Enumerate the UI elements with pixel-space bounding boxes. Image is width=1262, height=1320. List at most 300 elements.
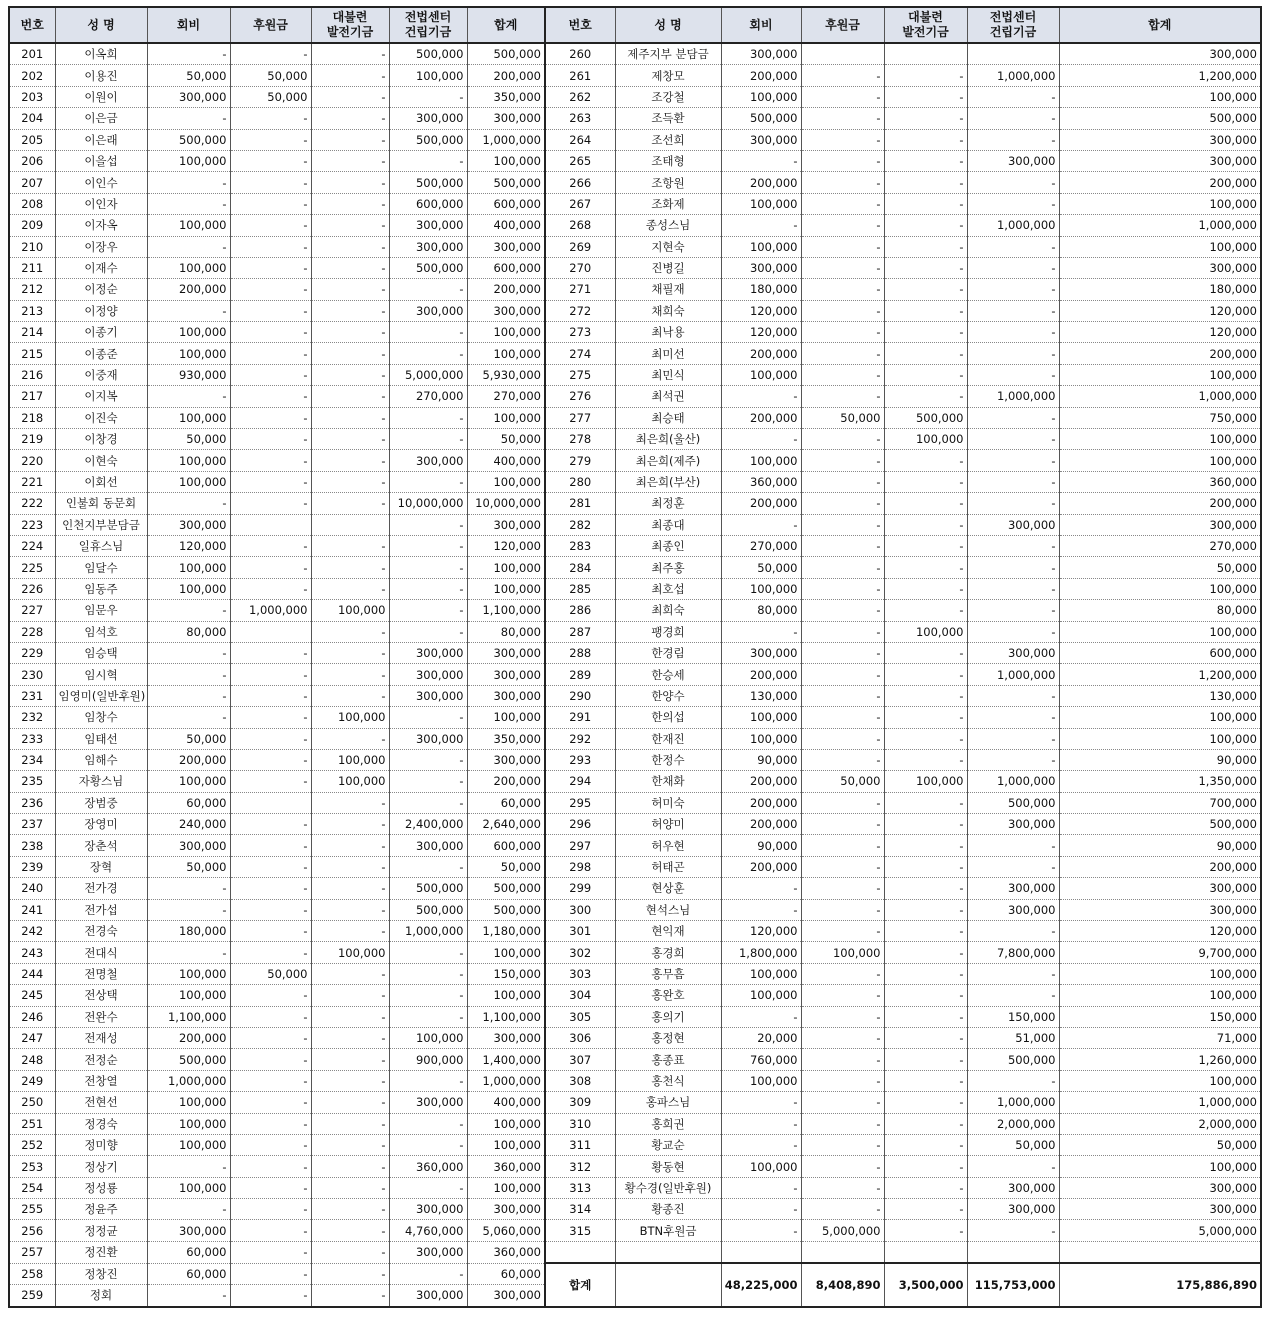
right-row-donation-cell: - <box>801 856 884 877</box>
left-row-total-cell: 2,640,000 <box>467 814 545 835</box>
right-row-fund2-cell: 300,000 <box>967 1199 1059 1220</box>
right-row-no-cell: 306 <box>545 1027 615 1048</box>
right-row-no-cell: 300 <box>545 899 615 920</box>
left-row-no-cell: 205 <box>9 129 55 150</box>
right-row-no-cell: 271 <box>545 279 615 300</box>
left-row-donation-cell: - <box>230 1092 311 1113</box>
left-row-no-cell: 252 <box>9 1134 55 1155</box>
blank-cell <box>801 1241 884 1263</box>
left-row-fee-cell: - <box>147 108 230 129</box>
right-row-fund1-cell: - <box>884 1134 967 1155</box>
right-row-fund2-cell: - <box>967 257 1059 278</box>
right-row-no-cell: 260 <box>545 43 615 65</box>
left-row-no-cell: 258 <box>9 1263 55 1284</box>
left-row-fund2-cell: - <box>389 557 467 578</box>
left-row-total-cell: 100,000 <box>467 578 545 599</box>
left-row-fee-cell: 100,000 <box>147 343 230 364</box>
left-row-total-cell: 300,000 <box>467 1199 545 1220</box>
right-row-total-cell: 300,000 <box>1059 878 1261 899</box>
right-row-no-cell: 312 <box>545 1156 615 1177</box>
left-row-donation-cell: - <box>230 985 311 1006</box>
right-row-fee-cell: - <box>721 1006 801 1027</box>
left-row-donation-cell: - <box>230 343 311 364</box>
left-row-fund1-cell: - <box>311 150 389 171</box>
right-row-fund1-cell: - <box>884 835 967 856</box>
left-row-total-cell: 400,000 <box>467 450 545 471</box>
right-row-fee-cell: 50,000 <box>721 557 801 578</box>
right-row-fund2-cell: 2,000,000 <box>967 1113 1059 1134</box>
right-row-no-cell: 291 <box>545 707 615 728</box>
left-row-no-cell: 219 <box>9 429 55 450</box>
right-row-total-cell: 100,000 <box>1059 963 1261 984</box>
left-row-fund1-cell: - <box>311 1177 389 1198</box>
right-row-total-cell: 120,000 <box>1059 322 1261 343</box>
right-row-fee-cell: 300,000 <box>721 257 801 278</box>
right-row-fund1-cell: - <box>884 921 967 942</box>
right-row-fund1-cell: - <box>884 150 967 171</box>
right-row-name-cell: 한양수 <box>615 685 721 706</box>
left-row-fund2-cell: 900,000 <box>389 1049 467 1070</box>
right-row-no-cell: 290 <box>545 685 615 706</box>
header-total-left: 합계 <box>467 7 545 43</box>
right-row-no-cell: 288 <box>545 642 615 663</box>
left-row-no-cell: 238 <box>9 835 55 856</box>
right-row-donation-cell: - <box>801 1070 884 1091</box>
right-row-donation-cell: - <box>801 108 884 129</box>
right-row-name-cell: 허양미 <box>615 814 721 835</box>
left-row-name-cell: 정상기 <box>55 1156 147 1177</box>
left-row-fund1-cell: - <box>311 129 389 150</box>
left-row-no-cell: 234 <box>9 749 55 770</box>
left-row-donation-cell: - <box>230 642 311 663</box>
left-row-name-cell: 정경숙 <box>55 1113 147 1134</box>
right-row-donation-cell: - <box>801 642 884 663</box>
right-row-fund2-cell: - <box>967 835 1059 856</box>
right-row-donation-cell: - <box>801 535 884 556</box>
right-row-fee-cell: 300,000 <box>721 43 801 65</box>
right-row-total-cell: 300,000 <box>1059 1199 1261 1220</box>
left-row-fund1-cell: - <box>311 65 389 86</box>
right-row-no-cell: 264 <box>545 129 615 150</box>
left-row-donation-cell: - <box>230 685 311 706</box>
right-row-fund2-cell: - <box>967 685 1059 706</box>
left-row-fund2-cell: - <box>389 86 467 107</box>
left-row-no-cell: 222 <box>9 493 55 514</box>
right-row-name-cell: 홍경희 <box>615 942 721 963</box>
left-row-fund2-cell: 100,000 <box>389 1027 467 1048</box>
right-row-fund1-cell: - <box>884 514 967 535</box>
right-row-fund2-cell: - <box>967 707 1059 728</box>
left-row-no-cell: 207 <box>9 172 55 193</box>
left-row-fund2-cell: - <box>389 322 467 343</box>
right-row-no-cell: 279 <box>545 450 615 471</box>
left-row-name-cell: 임영미(일반후원) <box>55 685 147 706</box>
right-row-fee-cell: 90,000 <box>721 749 801 770</box>
right-row-fund2-cell: - <box>967 471 1059 492</box>
table-row <box>9 129 1261 150</box>
left-row-donation-cell: - <box>230 814 311 835</box>
left-row-fund1-cell: - <box>311 1220 389 1241</box>
right-row-fund2-cell: - <box>967 172 1059 193</box>
left-row-fund1-cell: - <box>311 471 389 492</box>
left-row-total-cell: 300,000 <box>467 1027 545 1048</box>
right-row-name-cell: 현석스님 <box>615 899 721 920</box>
right-row-fee-cell: 100,000 <box>721 963 801 984</box>
left-row-donation-cell: - <box>230 1113 311 1134</box>
left-row-fund1-cell: - <box>311 921 389 942</box>
right-row-fee-cell: - <box>721 1113 801 1134</box>
right-row-fee-cell: 300,000 <box>721 642 801 663</box>
header-fund1-left <box>311 7 389 43</box>
right-row-fee-cell: 180,000 <box>721 279 801 300</box>
right-row-fee-cell: - <box>721 1199 801 1220</box>
right-row-fund2-cell: - <box>967 621 1059 642</box>
left-row-fund1-cell: - <box>311 1263 389 1284</box>
right-row-fee-cell: - <box>721 899 801 920</box>
right-row-fee-cell: 130,000 <box>721 685 801 706</box>
right-row-fund1-cell: - <box>884 664 967 685</box>
left-row-no-cell: 247 <box>9 1027 55 1048</box>
right-row-total-cell: 200,000 <box>1059 493 1261 514</box>
left-row-donation-cell: - <box>230 1263 311 1284</box>
left-row-donation-cell: - <box>230 1241 311 1263</box>
left-row-no-cell: 253 <box>9 1156 55 1177</box>
right-row-fee-cell: 100,000 <box>721 707 801 728</box>
left-row-donation-cell: - <box>230 450 311 471</box>
right-row-no-cell: 299 <box>545 878 615 899</box>
left-row-no-cell: 256 <box>9 1220 55 1241</box>
right-row-total-cell: 100,000 <box>1059 450 1261 471</box>
right-row-name-cell: 최주홍 <box>615 557 721 578</box>
left-row-fund2-cell: 500,000 <box>389 257 467 278</box>
left-row-donation-cell: - <box>230 236 311 257</box>
left-row-fee-cell: - <box>147 236 230 257</box>
right-row-total-cell: 2,000,000 <box>1059 1113 1261 1134</box>
table-row <box>9 1220 1261 1241</box>
right-row-no-cell: 284 <box>545 557 615 578</box>
left-row-fund1-cell: 100,000 <box>311 749 389 770</box>
left-row-fee-cell: - <box>147 642 230 663</box>
right-row-fund1-cell: - <box>884 963 967 984</box>
right-row-fund2-cell: - <box>967 578 1059 599</box>
right-row-name-cell: 최종대 <box>615 514 721 535</box>
right-row-name-cell: 최은희(제주) <box>615 450 721 471</box>
left-row-fund2-cell: 300,000 <box>389 450 467 471</box>
right-row-fund2-cell: 300,000 <box>967 514 1059 535</box>
right-row-name-cell: 현익재 <box>615 921 721 942</box>
table-row <box>9 193 1261 214</box>
right-row-no-cell: 302 <box>545 942 615 963</box>
right-row-fund1-cell: - <box>884 814 967 835</box>
left-row-total-cell: 10,000,000 <box>467 493 545 514</box>
right-row-total-cell: 1,200,000 <box>1059 65 1261 86</box>
right-row-fund2-cell: 50,000 <box>967 1134 1059 1155</box>
right-row-name-cell: 홍정현 <box>615 1027 721 1048</box>
left-row-total-cell: 100,000 <box>467 942 545 963</box>
right-row-donation-cell: - <box>801 172 884 193</box>
right-row-no-cell: 304 <box>545 985 615 1006</box>
left-row-fund1-cell: - <box>311 642 389 663</box>
left-row-total-cell: 400,000 <box>467 215 545 236</box>
left-row-fund2-cell: - <box>389 1006 467 1027</box>
right-row-total-cell: 100,000 <box>1059 364 1261 385</box>
left-row-fund1-cell: - <box>311 300 389 321</box>
left-row-fund2-cell: - <box>389 535 467 556</box>
right-row-no-cell: 276 <box>545 386 615 407</box>
left-row-donation-cell <box>230 792 311 813</box>
left-row-name-cell: 정회 <box>55 1285 147 1307</box>
left-row-no-cell: 242 <box>9 921 55 942</box>
left-row-fee-cell: - <box>147 1285 230 1307</box>
left-row-no-cell: 226 <box>9 578 55 599</box>
left-row-total-cell: 50,000 <box>467 429 545 450</box>
left-row-fund2-cell: - <box>389 963 467 984</box>
left-row-fee-cell: - <box>147 942 230 963</box>
right-row-fund1-cell: - <box>884 578 967 599</box>
right-row-name-cell: 제창모 <box>615 65 721 86</box>
left-row-fund1-cell: - <box>311 1027 389 1048</box>
left-row-total-cell: 100,000 <box>467 1134 545 1155</box>
right-row-fund2-cell: - <box>967 493 1059 514</box>
left-row-name-cell: 이자옥 <box>55 215 147 236</box>
right-row-name-cell: 황교순 <box>615 1134 721 1155</box>
table-row <box>9 728 1261 749</box>
right-row-no-cell: 275 <box>545 364 615 385</box>
table-row <box>9 450 1261 471</box>
left-row-name-cell: 전창열 <box>55 1070 147 1091</box>
header-fund1-right <box>884 7 967 43</box>
right-row-fund1-cell <box>884 43 967 65</box>
table-row <box>9 343 1261 364</box>
left-row-total-cell: 5,930,000 <box>467 364 545 385</box>
right-row-total-cell: 500,000 <box>1059 814 1261 835</box>
left-row-fund2-cell: - <box>389 279 467 300</box>
left-row-no-cell: 229 <box>9 642 55 663</box>
left-row-total-cell: 350,000 <box>467 86 545 107</box>
right-row-donation-cell: - <box>801 150 884 171</box>
right-row-donation-cell: - <box>801 129 884 150</box>
right-row-total-cell: 1,000,000 <box>1059 215 1261 236</box>
left-row-name-cell: 정윤주 <box>55 1199 147 1220</box>
left-row-no-cell: 217 <box>9 386 55 407</box>
right-row-fund1-cell: - <box>884 236 967 257</box>
left-row-fund2-cell: - <box>389 343 467 364</box>
header-fund2-right <box>967 7 1059 43</box>
left-row-no-cell: 230 <box>9 664 55 685</box>
left-row-fund1-cell: - <box>311 193 389 214</box>
left-row-fee-cell: - <box>147 899 230 920</box>
left-row-fund1-cell: - <box>311 257 389 278</box>
right-row-no-cell: 314 <box>545 1199 615 1220</box>
right-row-total-cell: 100,000 <box>1059 236 1261 257</box>
right-row-donation-cell: - <box>801 215 884 236</box>
right-row-total-cell: 600,000 <box>1059 642 1261 663</box>
right-row-fee-cell: 200,000 <box>721 856 801 877</box>
right-row-fund2-cell: 1,000,000 <box>967 215 1059 236</box>
right-row-donation-cell: 50,000 <box>801 407 884 428</box>
table-row <box>9 493 1261 514</box>
left-row-fee-cell: 50,000 <box>147 728 230 749</box>
left-row-no-cell: 214 <box>9 322 55 343</box>
right-row-name-cell: 최호섭 <box>615 578 721 599</box>
right-row-fund1-cell: - <box>884 985 967 1006</box>
left-row-fund2-cell: 300,000 <box>389 215 467 236</box>
right-row-name-cell: 홍무흠 <box>615 963 721 984</box>
left-row-fund1-cell: 100,000 <box>311 707 389 728</box>
right-row-fund1-cell: - <box>884 1070 967 1091</box>
right-row-no-cell: 274 <box>545 343 615 364</box>
left-row-no-cell: 245 <box>9 985 55 1006</box>
right-row-donation-cell: - <box>801 1134 884 1155</box>
left-row-donation-cell: - <box>230 1070 311 1091</box>
right-row-fee-cell: - <box>721 621 801 642</box>
right-row-total-cell: 270,000 <box>1059 535 1261 556</box>
right-row-fee-cell: - <box>721 215 801 236</box>
left-row-fund2-cell: 500,000 <box>389 899 467 920</box>
left-row-fee-cell: - <box>147 193 230 214</box>
left-row-fee-cell: - <box>147 493 230 514</box>
right-row-fee-cell: 200,000 <box>721 493 801 514</box>
left-row-fund2-cell: - <box>389 792 467 813</box>
left-row-fund2-cell: - <box>389 1263 467 1284</box>
right-row-donation-cell: - <box>801 921 884 942</box>
table-row <box>9 1241 1261 1263</box>
right-row-donation-cell: - <box>801 728 884 749</box>
right-row-fee-cell: 200,000 <box>721 792 801 813</box>
right-row-total-cell: 5,000,000 <box>1059 1220 1261 1241</box>
table-row <box>9 1070 1261 1091</box>
left-row-name-cell: 전완수 <box>55 1006 147 1027</box>
right-row-no-cell: 301 <box>545 921 615 942</box>
right-row-no-cell: 272 <box>545 300 615 321</box>
right-row-name-cell: 최석권 <box>615 386 721 407</box>
grand-total-name-blank <box>615 1263 721 1306</box>
left-row-no-cell: 232 <box>9 707 55 728</box>
left-row-name-cell: 이인자 <box>55 193 147 214</box>
right-row-fee-cell: 200,000 <box>721 771 801 792</box>
table-row <box>9 921 1261 942</box>
right-row-donation-cell: - <box>801 322 884 343</box>
left-row-no-cell: 259 <box>9 1285 55 1307</box>
left-row-donation-cell: - <box>230 557 311 578</box>
right-row-name-cell: 최희숙 <box>615 600 721 621</box>
left-row-fund2-cell: 360,000 <box>389 1156 467 1177</box>
left-row-fee-cell: 200,000 <box>147 1027 230 1048</box>
right-row-no-cell: 282 <box>545 514 615 535</box>
left-row-fund1-cell: - <box>311 172 389 193</box>
left-row-no-cell: 246 <box>9 1006 55 1027</box>
right-row-fee-cell: 120,000 <box>721 921 801 942</box>
left-row-name-cell: 임승택 <box>55 642 147 663</box>
right-row-name-cell: 홍완호 <box>615 985 721 1006</box>
right-row-donation-cell: - <box>801 1027 884 1048</box>
left-row-total-cell: 600,000 <box>467 835 545 856</box>
right-row-fee-cell: - <box>721 150 801 171</box>
left-row-fee-cell: - <box>147 300 230 321</box>
table-row <box>9 1113 1261 1134</box>
right-row-no-cell: 267 <box>545 193 615 214</box>
right-row-no-cell: 310 <box>545 1113 615 1134</box>
right-row-donation-cell: - <box>801 300 884 321</box>
right-row-name-cell: 홍파스님 <box>615 1092 721 1113</box>
right-row-fund2-cell: - <box>967 364 1059 385</box>
right-row-fee-cell: - <box>721 1134 801 1155</box>
right-row-fund1-cell: - <box>884 557 967 578</box>
grand-total-fund1: 3,500,000 <box>884 1263 967 1306</box>
right-row-name-cell: 최정훈 <box>615 493 721 514</box>
right-row-name-cell: 한승세 <box>615 664 721 685</box>
right-row-name-cell: 조득환 <box>615 108 721 129</box>
left-row-name-cell: 이은래 <box>55 129 147 150</box>
left-row-name-cell: 장춘석 <box>55 835 147 856</box>
right-row-donation-cell: - <box>801 1006 884 1027</box>
left-row-fee-cell: 1,000,000 <box>147 1070 230 1091</box>
right-row-fund2-cell: - <box>967 535 1059 556</box>
right-row-fee-cell: 100,000 <box>721 985 801 1006</box>
table-row <box>9 322 1261 343</box>
left-row-fund2-cell: - <box>389 514 467 535</box>
right-row-total-cell: 1,000,000 <box>1059 1092 1261 1113</box>
right-row-donation-cell <box>801 43 884 65</box>
left-row-donation-cell: - <box>230 471 311 492</box>
right-row-fund2-cell: - <box>967 921 1059 942</box>
left-row-name-cell: 일휴스님 <box>55 535 147 556</box>
left-row-name-cell: 이창경 <box>55 429 147 450</box>
left-row-fee-cell: 100,000 <box>147 150 230 171</box>
blank-cell <box>967 1241 1059 1263</box>
left-row-total-cell: 600,000 <box>467 193 545 214</box>
left-row-fee-cell: 60,000 <box>147 792 230 813</box>
left-row-total-cell: 360,000 <box>467 1156 545 1177</box>
left-row-fee-cell: 100,000 <box>147 985 230 1006</box>
table-row <box>9 985 1261 1006</box>
right-row-donation-cell: - <box>801 493 884 514</box>
right-row-fund2-cell: 300,000 <box>967 1177 1059 1198</box>
right-row-fund2-cell: 1,000,000 <box>967 65 1059 86</box>
right-row-fund2-cell: - <box>967 1156 1059 1177</box>
left-row-fund1-cell: - <box>311 1092 389 1113</box>
left-row-fund1-cell: - <box>311 493 389 514</box>
table-row <box>9 257 1261 278</box>
left-row-fund1-cell: - <box>311 835 389 856</box>
right-row-fee-cell: 200,000 <box>721 65 801 86</box>
left-row-fund1-cell: 100,000 <box>311 942 389 963</box>
right-row-no-cell: 266 <box>545 172 615 193</box>
left-row-total-cell: 1,100,000 <box>467 600 545 621</box>
left-row-no-cell: 204 <box>9 108 55 129</box>
right-row-fund1-cell: - <box>884 386 967 407</box>
right-row-total-cell: 100,000 <box>1059 1070 1261 1091</box>
left-row-fund1-cell: 100,000 <box>311 600 389 621</box>
left-row-no-cell: 224 <box>9 535 55 556</box>
right-row-name-cell: 조선희 <box>615 129 721 150</box>
left-row-fee-cell: - <box>147 386 230 407</box>
right-row-fee-cell: 120,000 <box>721 300 801 321</box>
right-row-fund1-cell: - <box>884 364 967 385</box>
right-row-total-cell: 300,000 <box>1059 43 1261 65</box>
right-row-donation-cell: - <box>801 792 884 813</box>
right-row-fee-cell: 90,000 <box>721 835 801 856</box>
left-row-total-cell: 350,000 <box>467 728 545 749</box>
left-row-donation-cell <box>230 514 311 535</box>
left-row-donation-cell: - <box>230 193 311 214</box>
right-row-fund2-cell: - <box>967 193 1059 214</box>
right-row-no-cell: 287 <box>545 621 615 642</box>
table-row <box>9 1027 1261 1048</box>
grand-total-label: 합계 <box>545 1263 615 1306</box>
right-row-total-cell: 120,000 <box>1059 300 1261 321</box>
right-row-fee-cell: 120,000 <box>721 322 801 343</box>
